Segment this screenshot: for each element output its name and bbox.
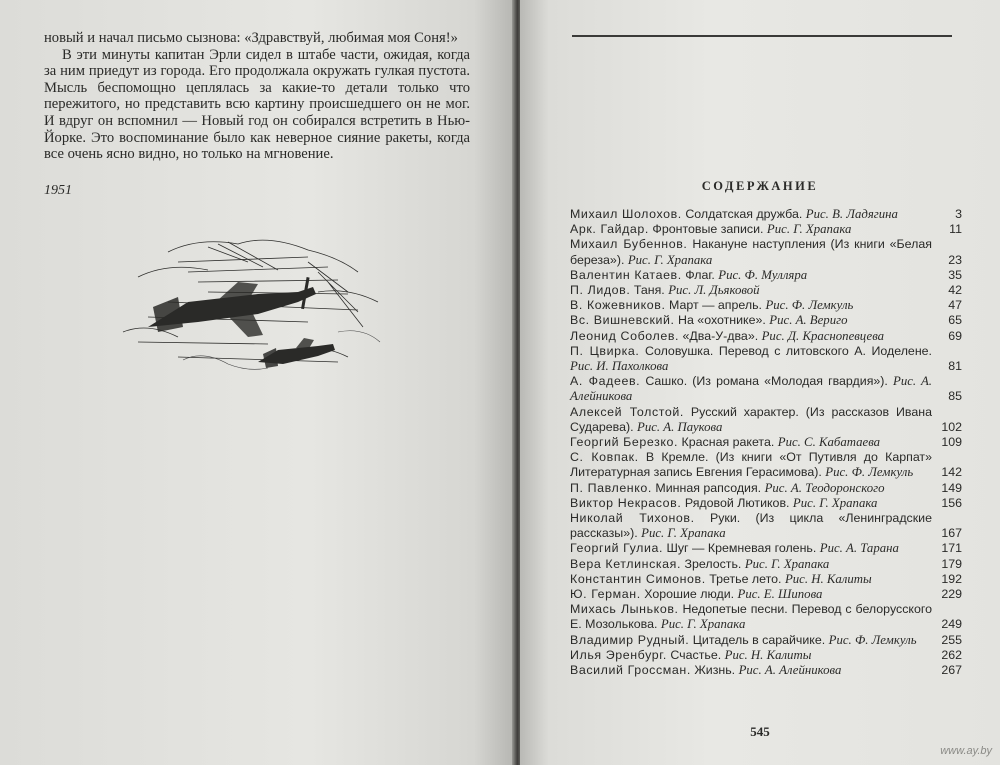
toc-author: Вера Кетлинская. — [570, 556, 682, 571]
toc-page-number: 81 — [948, 359, 962, 374]
toc-author: С. Ковпак. — [570, 450, 639, 465]
toc-entry — [570, 329, 962, 344]
toc-illustrator: Рис. Н. Калиты — [724, 647, 812, 662]
toc-author: Михаил Шолохов. — [570, 207, 682, 221]
toc-author: П. Цвирка. — [570, 343, 640, 358]
toc-work-title: Недопетые песни. Перевод с белорусского Е. Мозолькова. — [570, 602, 932, 632]
toc-entry — [570, 298, 962, 313]
toc-work-title: Русский характер. (Из рассказов Ивана Сударева). — [570, 404, 932, 434]
toc-work-title: Хорошие люди. — [644, 587, 735, 602]
toc-entry — [570, 450, 962, 480]
toc-author: Владимир Рудный. — [570, 632, 690, 647]
toc-work-title: Соловушка. Перевод с литовского А. Иоделене. — [645, 343, 933, 358]
toc-work-title: Цитадель в сарайчике. — [692, 632, 826, 647]
toc-author: Арк. Гайдар. — [570, 222, 649, 237]
toc-work-title: Шуг — Кремневая голень. — [666, 541, 817, 556]
toc-entry-text — [570, 207, 936, 222]
toc-page-number: 255 — [941, 632, 962, 647]
toc-title: СОДЕРЖАНИЕ — [701, 179, 819, 193]
toc-entry — [570, 572, 962, 587]
toc-author: П. Лидов. — [570, 283, 631, 298]
toc-entry — [570, 283, 962, 298]
toc-illustrator: Рис. А. Тарана — [819, 541, 899, 556]
toc-entry-text — [570, 511, 936, 541]
toc-entry — [570, 237, 962, 267]
toc-illustrator: Рис. Г. Храпака — [766, 222, 852, 237]
airplanes-illustration — [108, 232, 388, 382]
toc-work-title: Красная ракета. — [681, 435, 775, 450]
toc-entry — [570, 557, 962, 572]
paragraph: новый и начал письмо сызнова: «Здравствуй, любимая моя Соня!» — [44, 30, 458, 46]
toc-entry-text — [570, 268, 936, 283]
toc-page-number: 229 — [941, 587, 962, 602]
toc-page-number: 249 — [941, 617, 962, 632]
toc-entry — [570, 602, 962, 632]
toc-page-number: 262 — [941, 647, 962, 662]
toc-page-number: 167 — [941, 526, 962, 541]
toc-illustrator: Рис. Г. Храпака — [660, 617, 746, 632]
toc-entry-text — [570, 283, 936, 298]
toc-entry — [570, 481, 962, 496]
toc-illustrator: Рис. А. Паукова — [637, 419, 723, 434]
toc-illustrator: Рис. А. Теодоронского — [764, 480, 885, 495]
toc-author: Валентин Катаев. — [570, 267, 682, 282]
toc-author: Илья Эренбург. — [570, 647, 667, 662]
toc-illustrator: Рис. Г. Храпака — [641, 526, 726, 541]
toc-illustrator: Рис. Ф. Лемкуль — [825, 465, 914, 480]
toc-work-title: Март — апрель. — [668, 298, 763, 313]
toc-illustrator: Рис. С. Кабатаева — [777, 435, 881, 450]
toc-work-title: Фронтовые записи. — [652, 222, 764, 237]
toc-author: Виктор Некрасов. — [570, 495, 682, 510]
story-text — [44, 30, 470, 163]
toc-entry-text — [570, 557, 936, 572]
toc-entry — [570, 374, 962, 404]
toc-work-title: Рядовой Лютиков. — [684, 495, 790, 510]
toc-illustrator: Рис. Г. Храпака — [627, 252, 713, 267]
toc-illustrator: Рис. Ф. Лемкуль — [828, 632, 917, 647]
toc-entry — [570, 511, 962, 541]
toc-author: Василий Гроссман. — [570, 663, 691, 678]
toc-work-title: Жизнь. — [694, 663, 736, 678]
toc-page-number: 42 — [948, 283, 962, 298]
toc-page-number: 47 — [948, 298, 962, 313]
toc-illustrator: Рис. Ф. Лемкуль — [765, 298, 854, 313]
toc-entry-text — [570, 313, 936, 328]
toc-illustrator: Рис. Г. Храпака — [744, 556, 830, 571]
toc-author: Георгий Гулиа. — [570, 541, 664, 556]
toc-author: Николай Тихонов. — [570, 511, 695, 526]
watermark: www.ay.by — [940, 745, 992, 757]
toc-entry — [570, 496, 962, 511]
toc-entry-text — [570, 587, 936, 602]
toc-author: Константин Симонов. — [570, 571, 706, 586]
toc-entry — [570, 587, 962, 602]
toc-page-number: 23 — [948, 252, 962, 267]
toc-entry-text — [570, 222, 936, 237]
toc-entry-text — [570, 405, 936, 435]
toc-page-number: 102 — [941, 419, 962, 434]
table-of-contents — [570, 207, 962, 678]
toc-entry — [570, 313, 962, 328]
year-signature: 1951 — [44, 183, 72, 198]
toc-entry — [570, 222, 962, 237]
toc-work-title: Таня. — [633, 283, 665, 298]
toc-entry — [570, 633, 962, 648]
toc-entry-text — [570, 496, 936, 511]
toc-work-title: Флаг. — [685, 267, 715, 282]
toc-page-number: 179 — [941, 556, 962, 571]
toc-illustrator: Рис. И. Пахолкова — [570, 359, 669, 374]
toc-illustrator: Рис. Л. Дьяковой — [668, 283, 760, 298]
toc-entry-text — [570, 541, 936, 556]
toc-entry — [570, 268, 962, 283]
toc-page-number: 11 — [949, 222, 962, 237]
toc-author: Вс. Вишневский. — [570, 313, 675, 328]
toc-work-title: Сашко. (Из романа «Молодая гвардия»). — [645, 374, 888, 389]
toc-author: Михась Лыньков. — [570, 602, 679, 617]
toc-page-number: 85 — [948, 389, 962, 404]
toc-entry-text — [570, 374, 936, 404]
toc-work-title: На «охотнике». — [678, 313, 766, 328]
toc-entry — [570, 207, 962, 222]
toc-author: А. Фадеев. — [570, 374, 641, 389]
toc-work-title: «Два-У-два». — [682, 328, 759, 343]
toc-illustrator: Рис. В. Ладягина — [805, 207, 898, 221]
toc-entry-text — [570, 572, 936, 587]
toc-illustrator: Рис. А. Алейникова — [738, 663, 842, 678]
toc-illustrator: Рис. Н. Калиты — [784, 571, 872, 586]
toc-entry-text — [570, 602, 936, 632]
toc-entry-text — [570, 344, 936, 374]
toc-page-number: 149 — [941, 480, 962, 495]
toc-entry — [570, 648, 962, 663]
paragraph: В эти минуты капитан Эрли сидел в штабе части, ожидая, когда за ним приедут из города. Его продолжала окружать гулкая пустота. Мысль беспомощно цеплялась за какие-то детали только что пережитого, но представить всю картину происшедшего он не мог. И вдруг он вспомнил — Новый год он собирался встретить в Нью-Йорке. Это воспоминание было как неверное сияние ракеты, когда все очень ясно видно, но только на мгновение. — [44, 46, 470, 163]
toc-work-title: Третье лето. — [709, 571, 782, 586]
toc-page-number: 35 — [948, 267, 962, 282]
toc-illustrator: Рис. Д. Краснопевцева — [761, 328, 885, 343]
toc-entry — [570, 663, 962, 678]
toc-work-title: Счастье. — [670, 647, 722, 662]
right-page — [520, 0, 1000, 765]
toc-author: В. Кожевников. — [570, 298, 666, 313]
toc-entry-text — [570, 329, 936, 344]
toc-entry — [570, 405, 962, 435]
toc-entry-text — [570, 237, 936, 267]
toc-page-number: 192 — [941, 571, 962, 586]
toc-entry-text — [570, 450, 936, 480]
toc-entry-text — [570, 435, 936, 450]
toc-entry-text — [570, 633, 936, 648]
toc-page-number: 171 — [941, 541, 962, 556]
toc-work-title: Зрелость. — [684, 556, 742, 571]
toc-author: Михаил Бубеннов. — [570, 237, 688, 252]
toc-author: П. Павленко. — [570, 480, 652, 495]
toc-entry-text — [570, 648, 936, 663]
toc-author: Алексей Толстой. — [570, 404, 684, 419]
toc-entry-text — [570, 663, 936, 678]
toc-entry-text — [570, 298, 936, 313]
toc-illustrator: Рис. А. Вериго — [769, 313, 848, 328]
toc-page-number: 3 — [955, 207, 962, 221]
toc-page-number: 65 — [948, 313, 962, 328]
toc-work-title: Солдатская дружба. — [685, 207, 803, 221]
top-rule — [572, 35, 952, 37]
toc-entry — [570, 344, 962, 374]
toc-author: Ю. Герман. — [570, 587, 641, 602]
toc-illustrator: Рис. Е. Шипова — [737, 587, 823, 602]
toc-page-number: 109 — [941, 435, 962, 450]
toc-work-title: Накануне наступления (Из книги «Белая береза»). — [570, 237, 932, 267]
toc-entry-text — [570, 481, 936, 496]
toc-author: Леонид Соболев. — [570, 328, 680, 343]
toc-page-number: 69 — [948, 328, 962, 343]
toc-work-title: Руки. (Из цикла «Ленинградские рассказы»). — [570, 511, 932, 541]
toc-illustrator: Рис. Г. Храпака — [792, 495, 878, 510]
toc-page-number: 267 — [941, 663, 962, 678]
toc-entry — [570, 541, 962, 556]
toc-work-title: Минная рапсодия. — [655, 480, 762, 495]
toc-entry — [570, 435, 962, 450]
toc-page-number: 142 — [941, 465, 962, 480]
toc-author: Георгий Березко. — [570, 435, 679, 450]
toc-page-number: 156 — [941, 495, 962, 510]
page-number: 545 — [750, 724, 770, 739]
toc-illustrator: Рис. А. Алейникова — [570, 374, 933, 404]
toc-work-title: В Кремле. (Из книги «От Путивля до Карпат» Литературная запись Евгения Герасимова). — [570, 450, 932, 480]
toc-illustrator: Рис. Ф. Мулляра — [718, 267, 808, 282]
